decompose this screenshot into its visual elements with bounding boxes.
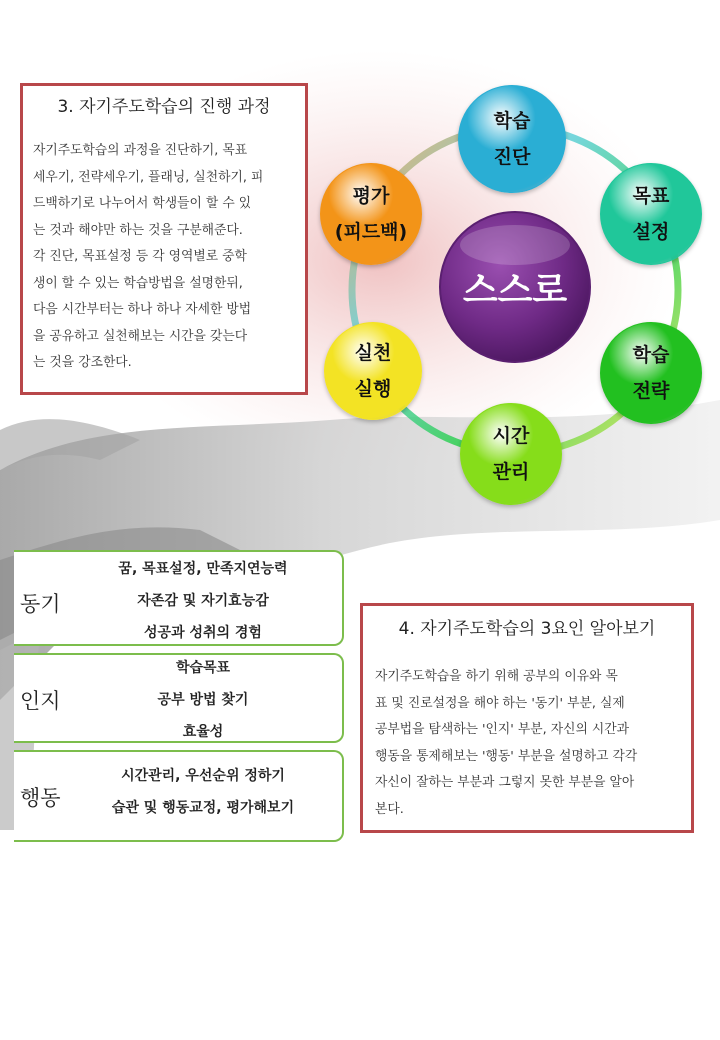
factor-item: 꿈, 목표설정, 만족지연능력: [118, 561, 288, 577]
cycle-node-practice: [324, 322, 422, 420]
section-4-title: 4. 자기주도학습의 3요인 알아보기: [398, 619, 656, 639]
node-label-line2: 설정: [632, 221, 670, 243]
cycle-node-strategy: [600, 322, 702, 424]
cycle-node-feedback: [320, 163, 422, 265]
node-label-line1: 시간: [492, 425, 530, 447]
factor-item: 습관 및 행동교정, 평가해보기: [111, 800, 295, 816]
factor-label: 동기: [20, 592, 61, 616]
learning-cycle-diagram: [310, 85, 720, 495]
center-label: 스스로: [462, 269, 568, 311]
node-label-line1: 실천: [354, 342, 392, 364]
section-3-body: 자기주도학습의 과정을 진단하기, 목표 세우기, 전략세우기, 플래닝, 실천하기, 피 드백하기로 나누어서 학생들이 할 수 있 는 것과 해야만 하는 것을 구분해준다. 각 진단, 목표설정 등 각 영역별로 중학 생이 할 수 있는 학습방법을 설명한뒤, 다음 시간부터는 하나 하나 자세한 방법 을 공유하고 실천해보는 시간을 갖는다 는 것을 강조한다.: [33, 143, 264, 370]
factor-item: 자존감 및 자기효능감: [137, 593, 269, 609]
center-node-self: [440, 212, 590, 362]
factor-row-cognition: [14, 653, 344, 743]
factor-item: 학습목표: [175, 660, 231, 676]
factor-item: 효율성: [182, 724, 224, 740]
section-3-box: [20, 83, 308, 395]
node-label-line1: 학습: [632, 344, 670, 366]
node-label-line2: 실행: [354, 378, 392, 400]
cycle-node-time-management: [460, 403, 562, 505]
section-4-body: 자기주도학습을 하기 위해 공부의 이유와 목 표 및 진로설정을 해야 하는 '동기' 부분, 실제 공부법을 탐색하는 '인지' 부분, 자신의 시간과 행동을 통제해보는 '행동' 부분을 설명하고 각각 자신이 잘하는 부분과 그렇지 못한 부분을 알아 본다.: [375, 669, 638, 817]
cycle-node-goal-setting: [600, 163, 702, 265]
factor-item: 공부 방법 찾기: [157, 692, 249, 708]
node-label-line1: 학습: [493, 110, 531, 132]
factor-row-behavior: [14, 750, 344, 842]
node-label-line1: 평가: [352, 185, 390, 207]
node-label-line2: 전략: [632, 380, 670, 402]
node-label-line2: (피드백): [334, 221, 408, 243]
node-label-line1: 목표: [632, 185, 670, 207]
factor-item: 성공과 성취의 경험: [144, 625, 262, 641]
factor-label: 행동: [20, 786, 61, 810]
cycle-node-diagnosis: [458, 85, 566, 193]
factor-item: 시간관리, 우선순위 정하기: [121, 768, 285, 784]
node-label-line2: 관리: [492, 461, 530, 483]
three-factors-list: [14, 550, 344, 842]
section-3-title: 3. 자기주도학습의 진행 과정: [57, 97, 271, 117]
section-4-box: [360, 603, 694, 833]
node-label-line2: 진단: [493, 146, 531, 168]
factor-label: 인지: [20, 689, 61, 713]
factor-row-motivation: [14, 550, 344, 646]
